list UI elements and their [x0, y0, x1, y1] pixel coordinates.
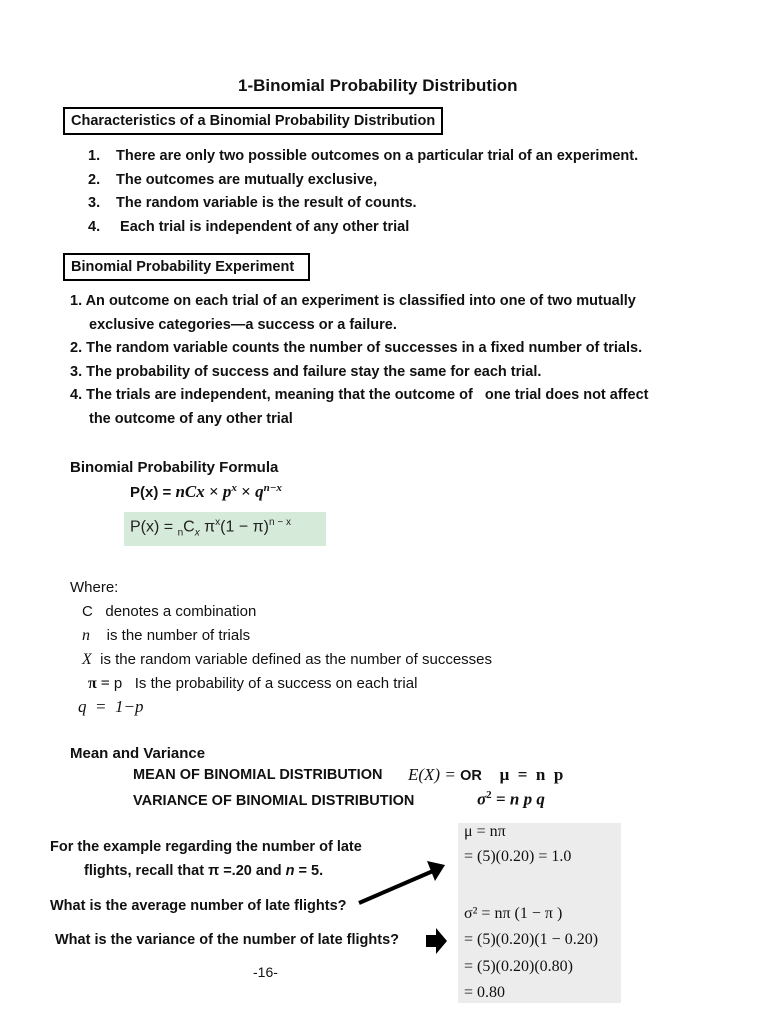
formula-heading: Binomial Probability Formula [70, 459, 279, 476]
mean-line: MEAN OF BINOMIAL DISTRIBUTION [133, 767, 383, 783]
list-item: 2. The random variable counts the number of successes in a fixed number of trials. [70, 340, 643, 356]
formula-boxed: $P(x) = _nC_x$ $\pi^x(1 - \pi)^{n - x}$ [130, 517, 291, 539]
question-mean: What is the average number of late flights? [50, 898, 347, 914]
where-item-q: q = 1−p [78, 697, 144, 716]
formula-line: P(x) = nCx × $p^x \times q^{n-x}$ [130, 482, 282, 501]
example-line-2: flights, recall that π =.20 and n = 5. [84, 863, 324, 879]
calc-line: μ = nπ [464, 823, 506, 840]
calc-line: = (5)(0.20) = 1.0 [464, 848, 572, 865]
where-label: Where: [70, 579, 119, 596]
question-variance: What is the variance of the number of late flights? [55, 932, 400, 948]
where-item-c: C denotes a combination [82, 603, 257, 620]
experiment-list [70, 290, 648, 431]
list-item: exclusive categories—a success or a failure. [89, 316, 397, 333]
mean-formula: E(X) = OR μ = n p [408, 765, 564, 784]
variance-formula: $\sigma^2 = n$ p q [477, 789, 545, 809]
list-item: 2. The outcomes are mutually exclusive, [88, 171, 378, 188]
mean-variance-heading: Mean and Variance [70, 745, 206, 762]
list-item: the outcome of any other trial [89, 410, 293, 427]
list-item: 1. An outcome on each trial of an experiment is classified into one of two mutually [70, 293, 636, 309]
arrow-icon [355, 855, 455, 915]
list-item: 4. Each trial is independent of any other trial [88, 218, 410, 235]
variance-line: VARIANCE OF BINOMIAL DISTRIBUTION [133, 793, 415, 809]
characteristics-heading: Characteristics of a Binomial Probability Distribution [63, 107, 443, 135]
characteristics-list [88, 145, 638, 239]
calc-line: = (5)(0.20)(0.80) [464, 958, 573, 975]
right-arrow-icon [426, 927, 448, 955]
page-title: 1-Binomial Probability Distribution [238, 76, 518, 95]
list-item: 4. The trials are independent, meaning that the outcome of one trial does not affect [70, 387, 649, 403]
experiment-heading: Binomial Probability Experiment [63, 253, 310, 281]
calc-line: σ² = nπ (1 − π ) [464, 905, 563, 922]
list-item: 1. There are only two possible outcomes on a particular trial of an experiment. [88, 148, 639, 164]
where-item-pi: π = p Is the probability of a success on each trial [88, 675, 418, 692]
list-item: 3. The random variable is the result of counts. [88, 195, 417, 211]
where-item-x: X is the random variable defined as the number of successes [82, 651, 493, 668]
calc-line: = (5)(0.20)(1 − 0.20) [464, 931, 599, 948]
page-number: -16- [253, 964, 278, 980]
list-item: 3. The probability of success and failure stay the same for each trial. [70, 363, 542, 380]
where-item-n: n is the number of trials [82, 627, 251, 644]
example-line-1: For the example regarding the number of late [50, 839, 362, 855]
calc-line: = 0.80 [464, 984, 506, 1001]
